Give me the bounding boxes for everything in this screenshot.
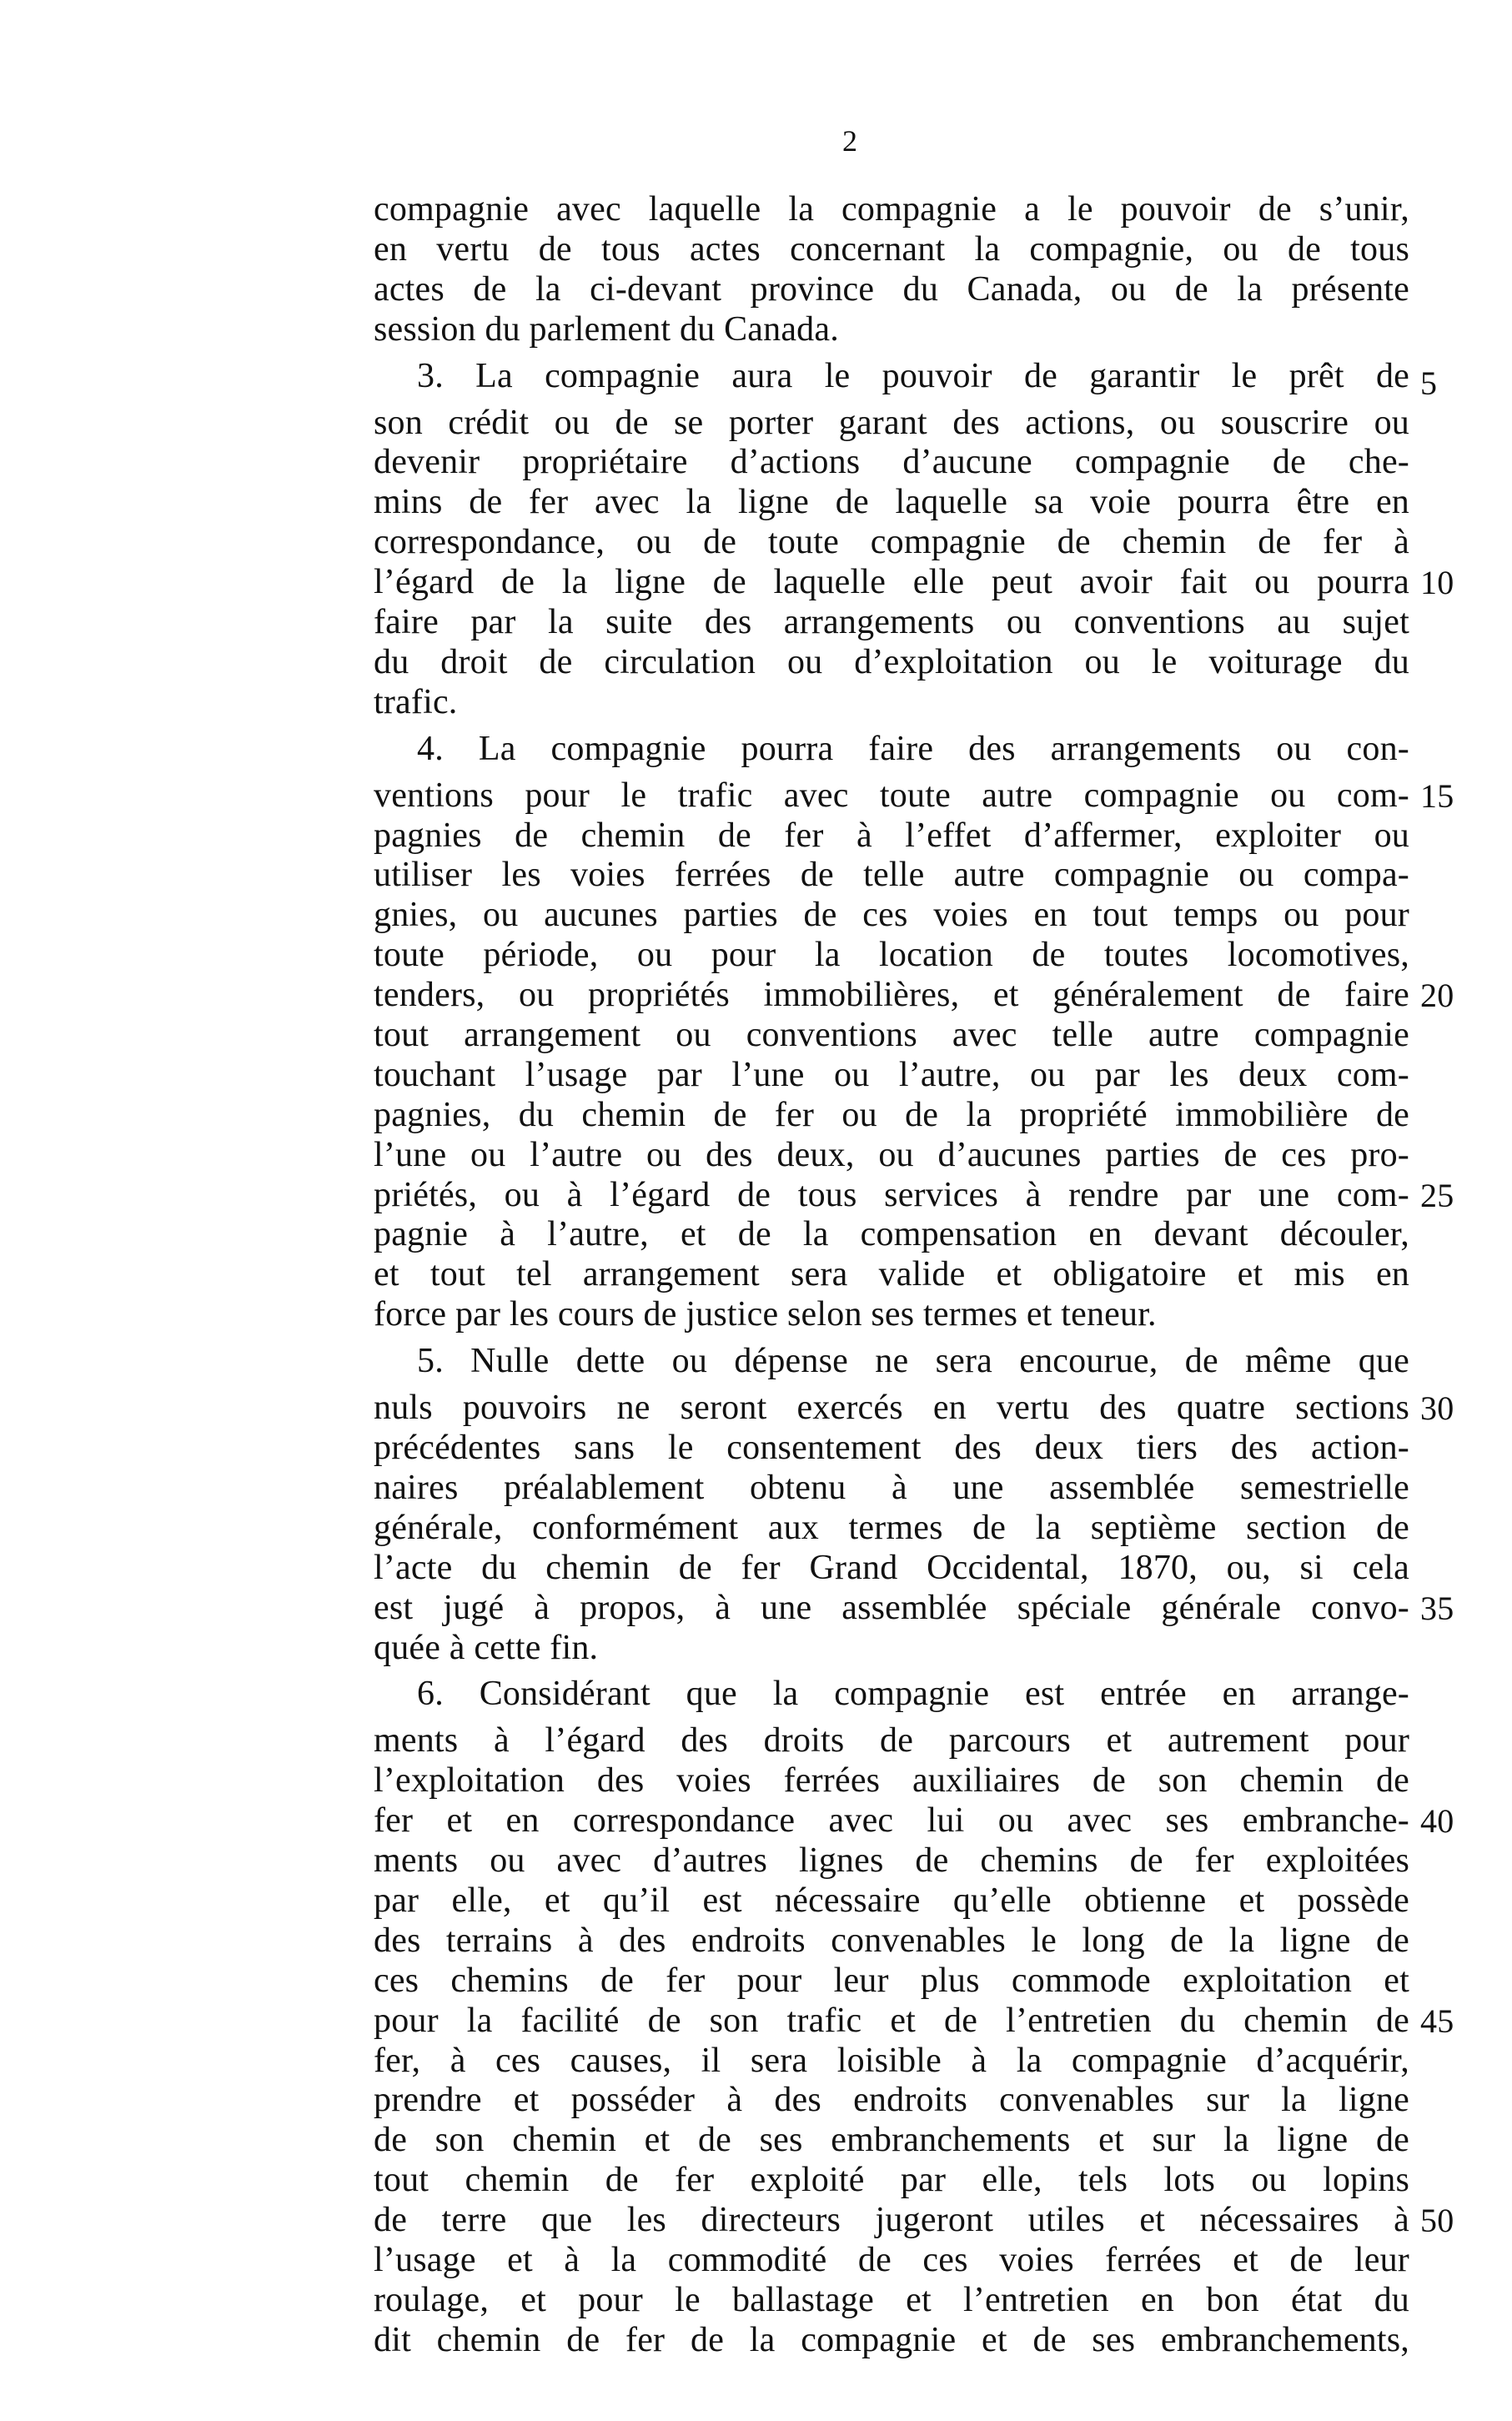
text-line [374,1881,1424,1921]
margin-line-number: 40 [1420,1802,1454,1841]
text-line-content: force par les cours de justice selon ses termes et teneur. [374,1295,1157,1334]
text-line-content: fer, à ces causes, il sera loisible à la compagnie d’acquérir, [374,2041,1409,2080]
text-line [374,730,1424,776]
text-line-content: utiliser les voies ferrées de telle autre compagnie ou compa- [374,856,1409,895]
text-line-content: gnies, ou aucunes parties de ces voies en tout temps ou pour [374,896,1409,935]
margin-line-number: 45 [1420,2002,1454,2040]
text-line-content: tout arrangement ou conventions avec telle autre compagnie [374,1016,1409,1055]
text-line [374,1721,1424,1761]
text-line [374,856,1424,896]
text-line [374,1469,1424,1509]
text-line-content: en vertu de tous actes concernant la compagnie, ou de tous [374,229,1409,269]
text-line [374,1841,1424,1881]
text-line [374,483,1424,523]
text-line [374,230,1424,270]
text-line-content: des terrains à des endroits convenables le long de la ligne de [374,1921,1409,1960]
margin-line-number: 30 [1420,1389,1454,1428]
text-line [374,563,1454,603]
text-line [374,1136,1424,1176]
text-line [374,356,1438,404]
text-line-content: dit chemin de fer de la compagnie et de ses embranchements, [374,2320,1409,2359]
text-line-content: du droit de circulation ou d’exploitation ou le voiturage du [374,642,1409,681]
body-text [374,190,1454,2361]
text-line [374,936,1424,976]
text-line [374,1509,1424,1549]
text-line-content: précédentes sans le consentement des deux tiers des action- [374,1429,1409,1468]
text-line [374,643,1424,683]
text-line [374,1056,1424,1096]
text-line [374,776,1454,816]
text-line-content: fer et en correspondance avec lui ou avec ses embranche- [374,1801,1409,1841]
text-line-content: trafic. [374,682,458,721]
text-line-content: par elle, et qu’il est nécessaire qu’elle obtienne et possède [374,1881,1409,1920]
text-line-content: compagnie avec laquelle la compagnie a le pouvoir de s’unir, [374,190,1409,229]
text-line [374,2321,1424,2361]
text-line-content: touchant l’usage par l’une ou l’autre, ou par les deux com- [374,1055,1409,1094]
text-line-content: priétés, ou à l’égard de tous services à rendre par une com- [374,1175,1409,1214]
text-line [374,2201,1454,2241]
text-line [374,1429,1424,1469]
text-line [374,1016,1424,1056]
text-line-content: 4. La compagnie pourra faire des arrangements ou con- [417,729,1409,768]
text-line [374,310,1424,350]
text-line-content: 6. Considérant que la compagnie est entrée en arrange- [417,1675,1409,1714]
text-line [374,2241,1424,2281]
text-line [374,190,1424,230]
text-line [374,404,1424,444]
text-line-content: l’exploitation des voies ferrées auxiliaires de son chemin de [374,1761,1409,1801]
text-line [374,683,1424,723]
text-line-content: tenders, ou propriétés immobilières, et généralement de faire [374,976,1409,1015]
text-line-content: quée à cette fin. [374,1628,599,1667]
text-line-content: l’une ou l’autre ou des deux, ou d’aucunes parties de ces pro- [374,1135,1409,1174]
text-line [374,2161,1424,2201]
text-line [374,816,1424,856]
text-line [374,1255,1424,1295]
text-line-content: session du parlement du Canada. [374,309,839,349]
text-line-content: tout chemin de fer exploité par elle, tels lots ou lopins [374,2161,1409,2200]
text-line-content: naires préalablement obtenu à une assemblée semestrielle [374,1468,1409,1507]
text-line [374,2081,1424,2121]
text-line [374,2001,1454,2042]
text-line-content: actes de la ci-devant province du Canada, ou de la présente [374,269,1409,309]
text-line-content: l’usage et à la commodité de ces voies ferrées et de leur [374,2240,1409,2279]
text-line [374,2121,1424,2161]
text-line [374,1215,1424,1255]
text-line-content: pour la facilité de son trafic et de l’entretien du chemin de [374,2001,1409,2040]
text-line-content: toute période, ou pour la location de toutes locomotives, [374,936,1409,975]
text-line [374,603,1424,643]
text-line-content: pagnie à l’autre, et de la compensation en devant découler, [374,1215,1409,1254]
text-line [374,1295,1424,1335]
text-line-content: de son chemin et de ses embranchements et sur la ligne de [374,2121,1409,2160]
text-line [374,270,1424,310]
text-line-content: de terre que les directeurs jugeront utiles et nécessaires à [374,2201,1409,2240]
text-line-content: 3. La compagnie aura le pouvoir de garantir le prêt de [417,356,1409,395]
text-line-content: pagnies, du chemin de fer ou de la propriété immobilière de [374,1095,1409,1134]
text-line [374,1921,1424,1961]
text-line [374,1961,1424,2002]
page-number: 2 [842,124,857,158]
text-line-content: nuls pouvoirs ne seront exercés en vertu des quatre sections [374,1389,1409,1428]
text-line-content: est jugé à propos, à une assemblée spéciale générale convo- [374,1588,1409,1627]
text-line [374,1675,1424,1721]
text-line-content: l’acte du chemin de fer Grand Occidental, 1870, ou, si cela [374,1548,1409,1587]
margin-line-number: 35 [1420,1589,1454,1627]
text-line [374,1342,1424,1389]
text-line [374,443,1424,483]
text-line-content: ventions pour le trafic avec toute autre compagnie ou com- [374,776,1409,815]
text-line [374,896,1424,936]
text-line-content: ments ou avec d’autres lignes de chemins de fer exploitées [374,1841,1409,1881]
text-line-content: faire par la suite des arrangements ou conventions au sujet [374,603,1409,642]
text-line [374,1549,1424,1589]
text-line [374,1629,1424,1669]
text-line [374,2281,1424,2321]
text-line [374,1175,1454,1216]
text-line [374,1389,1454,1429]
margin-line-number: 20 [1420,977,1454,1015]
text-line [374,1588,1454,1629]
text-line [374,1096,1424,1136]
text-line [374,523,1424,563]
margin-line-number: 15 [1420,776,1454,815]
text-line-content: mins de fer avec la ligne de laquelle sa voie pourra être en [374,483,1409,522]
text-line-content: devenir propriétaire d’actions d’aucune compagnie de che- [374,443,1409,482]
margin-line-number: 25 [1420,1176,1454,1214]
text-line-content: son crédit ou de se porter garant des actions, ou souscrire ou [374,403,1409,442]
text-line-content: ments à l’égard des droits de parcours et autrement pour [374,1721,1409,1760]
text-line-content: l’égard de la ligne de laquelle elle peut avoir fait ou pourra [374,563,1409,602]
text-line-content: et tout tel arrangement sera valide et obligatoire et mis en [374,1255,1409,1294]
margin-line-number: 5 [1420,364,1438,402]
text-line-content: générale, conformément aux termes de la septième section de [374,1508,1409,1547]
margin-line-number: 10 [1420,564,1454,602]
text-line-content: prendre et posséder à des endroits convenables sur la ligne [374,2081,1409,2120]
text-line-content: correspondance, ou de toute compagnie de chemin de fer à [374,523,1409,562]
text-line-content: ces chemins de fer pour leur plus commode exploitation et [374,1961,1409,2000]
margin-line-number: 50 [1420,2202,1454,2240]
text-line [374,2042,1424,2082]
text-line [374,976,1454,1016]
text-line [374,1761,1424,1801]
text-line-content: 5. Nulle dette ou dépense ne sera encourue, de même que [417,1342,1409,1381]
text-line [374,1801,1454,1841]
text-line-content: pagnies de chemin de fer à l’effet d’affermer, exploiter ou [374,816,1409,855]
text-line-content: roulage, et pour le ballastage et l’entretien en bon état du [374,2280,1409,2319]
